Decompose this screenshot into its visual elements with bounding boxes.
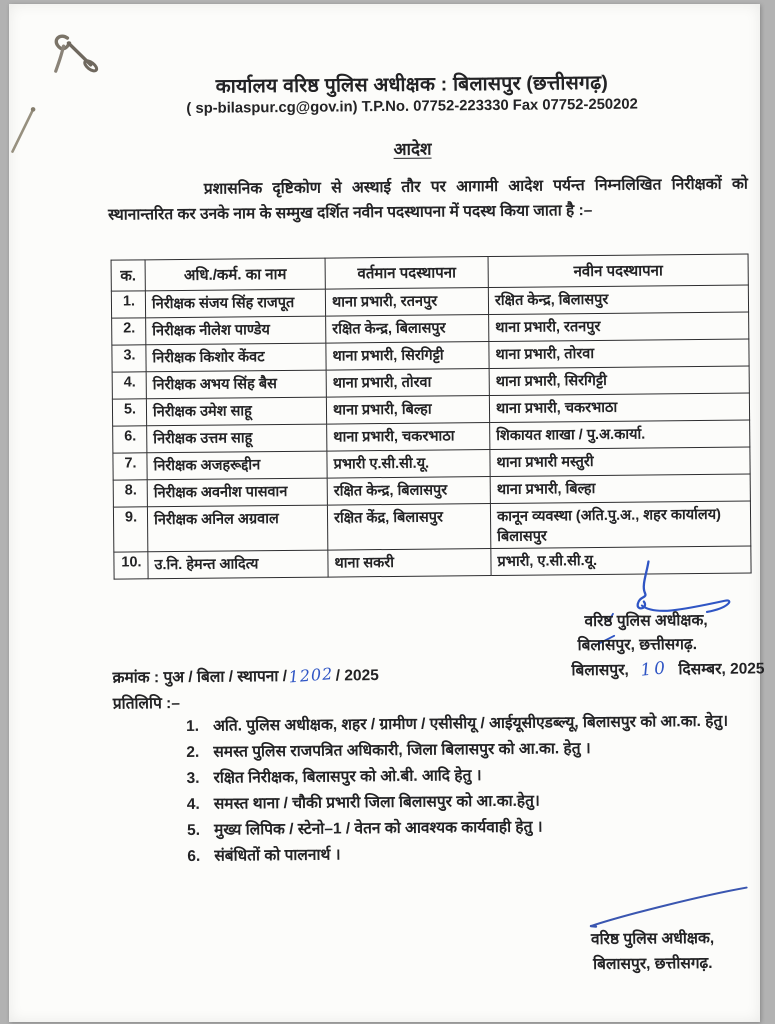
cell-name: निरीक्षक किशोर केंवट bbox=[146, 343, 326, 372]
cell-current-posting: थाना प्रभारी, रतनपुर bbox=[325, 288, 488, 317]
cell-new-posting: थाना प्रभारी मस्तुरी bbox=[490, 447, 750, 476]
cell-name: निरीक्षक नीलेश पाण्डेय bbox=[146, 316, 326, 345]
list-item-text: मुख्य लिपिक / स्टेनो–1 / वेतन को आवश्यक कार्यवाही हेतु । bbox=[213, 818, 543, 839]
cell-new-posting: कानून व्यवस्था (अति.पु.अ., शहर कार्यालय) बिलासपुर bbox=[490, 501, 750, 548]
cell-current-posting: रक्षित केन्द्र, बिलासपुर bbox=[326, 315, 489, 344]
cell-serial: 4. bbox=[112, 372, 146, 399]
cell-current-posting: थाना सकरी bbox=[328, 549, 491, 578]
cell-new-posting: रक्षित केन्द्र, बिलासपुर bbox=[488, 285, 748, 314]
cell-new-posting: शिकायत शाखा / पु.अ.कार्या. bbox=[490, 420, 750, 449]
list-item-text: समस्त पुलिस राजपत्रित अधिकारी, जिला बिलासपुर को आ.का. हेतु । bbox=[213, 740, 591, 761]
handwritten-dispatch-number: 1202 bbox=[288, 663, 335, 687]
cell-name: निरीक्षक उत्तम साहू bbox=[147, 424, 327, 453]
copies-list bbox=[186, 708, 759, 869]
cell-new-posting: थाना प्रभारी, बिल्हा bbox=[490, 474, 750, 503]
list-item-text: अति. पुलिस अधीक्षक, शहर / ग्रामीण / एसीसीयू / आईयूसीएडब्ल्यू, बिलासपुर को आ.का. हेतु। bbox=[212, 712, 729, 735]
office-name: कार्यालय वरिष्ठ पुलिस अधीक्षक : बिलासपुर (छत्तीसगढ़) bbox=[215, 71, 609, 98]
col-header-name: अधि./कर्म. का नाम bbox=[145, 258, 325, 291]
cell-current-posting: थाना प्रभारी, बिल्हा bbox=[326, 396, 489, 425]
paper-pin-icon bbox=[42, 29, 105, 92]
cell-current-posting: थाना प्रभारी, सिरगिट्टी bbox=[326, 342, 489, 371]
cell-new-posting: थाना प्रभारी, तोरवा bbox=[489, 339, 749, 368]
signatory-designation: वरिष्ठ पुलिस अधीक्षक, bbox=[584, 611, 708, 631]
order-heading: आदेश bbox=[393, 139, 432, 159]
list-item-number: 5. bbox=[186, 821, 201, 839]
cell-name: निरीक्षक अजहरूद्दीन bbox=[147, 451, 327, 480]
intro-paragraph: प्रशासनिक दृष्टिकोण से अस्थाई तौर पर आगामी आदेश पर्यन्त निम्नलिखित निरीक्षकों को स्थानान्तरित कर उनके नाम के सम्मुख दर्शित नवीन पदस्थापना में पदस्थ किया जाता है :– bbox=[108, 175, 748, 224]
cell-current-posting: प्रभारी ए.सी.सी.यू. bbox=[327, 450, 490, 479]
col-header-serial: क. bbox=[111, 260, 145, 291]
cell-name: उ.नि. हेमन्त आदित्य bbox=[148, 550, 328, 579]
cell-new-posting: प्रभारी, ए.सी.सी.यू. bbox=[491, 546, 751, 575]
list-item-number: 3. bbox=[186, 769, 200, 787]
cell-name: निरीक्षक अभय सिंह बैस bbox=[146, 370, 326, 399]
cell-serial: 6. bbox=[113, 426, 147, 453]
cell-current-posting: थाना प्रभारी, चकरभाठा bbox=[327, 423, 490, 452]
cell-name: निरीक्षक संजय सिंह राजपूत bbox=[145, 289, 325, 318]
cell-serial: 9. bbox=[113, 507, 147, 552]
office-contact-line: ( sp-bilaspur.cg@gov.in) T.P.No. 07752-223330 Fax 07752-250202 bbox=[186, 96, 638, 117]
col-header-current-posting: वर्तमान पदस्थापना bbox=[325, 257, 488, 290]
needle-pin-icon bbox=[3, 101, 46, 159]
list-item-number: 4. bbox=[186, 795, 200, 813]
list-item-text: रक्षित निरीक्षक, बिलासपुर को ओ.बी. आदि हेतु । bbox=[213, 767, 482, 787]
order-date-line: बिलासपुर, 10 दिसम्बर, 2025 bbox=[571, 658, 765, 681]
cell-current-posting: रक्षित केंद्र, बिलासपुर bbox=[327, 504, 490, 551]
cell-serial: 8. bbox=[113, 480, 147, 507]
cell-name: निरीक्षक अवनीश पासवान bbox=[147, 478, 327, 507]
cell-new-posting: थाना प्रभारी, रतनपुर bbox=[489, 312, 749, 341]
cell-serial: 10. bbox=[114, 552, 148, 579]
signatory-location: बिलासपुर, छत्तीसगढ़. bbox=[577, 636, 698, 655]
list-item-text: समस्त थाना / चौकी प्रभारी जिला बिलासपुर को आ.का.हेतु। bbox=[213, 792, 540, 813]
list-item bbox=[187, 838, 759, 869]
reference-number-line: क्रमांक : पुअ / बिला / स्थापना /1202/ 2025 bbox=[112, 663, 379, 687]
transfer-table bbox=[111, 254, 752, 580]
signatory-designation-bottom: वरिष्ठ पुलिस अधीक्षक, bbox=[590, 929, 715, 949]
cell-serial: 1. bbox=[111, 291, 145, 318]
cell-current-posting: थाना प्रभारी, तोरवा bbox=[326, 369, 489, 398]
table-row bbox=[114, 546, 751, 579]
cell-new-posting: थाना प्रभारी, सिरगिट्टी bbox=[489, 366, 749, 395]
handwritten-date-day: 10 bbox=[639, 658, 670, 681]
list-item-text: संबंधितों को पालनार्थ । bbox=[214, 846, 341, 865]
cell-serial: 7. bbox=[113, 453, 147, 480]
signatory-location-bottom: बिलासपुर, छत्तीसगढ़. bbox=[593, 954, 713, 974]
cell-new-posting: थाना प्रभारी, चकरभाठा bbox=[489, 393, 749, 422]
cell-name: निरीक्षक अनिल अग्रवाल bbox=[147, 505, 327, 552]
list-item-number: 2. bbox=[186, 743, 200, 761]
col-header-new-posting: नवीन पदस्थापना bbox=[488, 254, 748, 287]
list-item-number: 1. bbox=[185, 717, 200, 735]
cell-serial: 3. bbox=[112, 345, 146, 372]
signature-slash-icon bbox=[583, 882, 755, 932]
cell-serial: 5. bbox=[112, 399, 146, 426]
cell-serial: 2. bbox=[112, 318, 146, 345]
copies-label: प्रतिलिपि :– bbox=[112, 695, 181, 713]
list-item-number: 6. bbox=[187, 847, 201, 865]
cell-name: निरीक्षक उमेश साहू bbox=[146, 397, 326, 426]
cell-current-posting: रक्षित केन्द्र, बिलासपुर bbox=[327, 477, 490, 506]
table-row bbox=[113, 501, 750, 552]
